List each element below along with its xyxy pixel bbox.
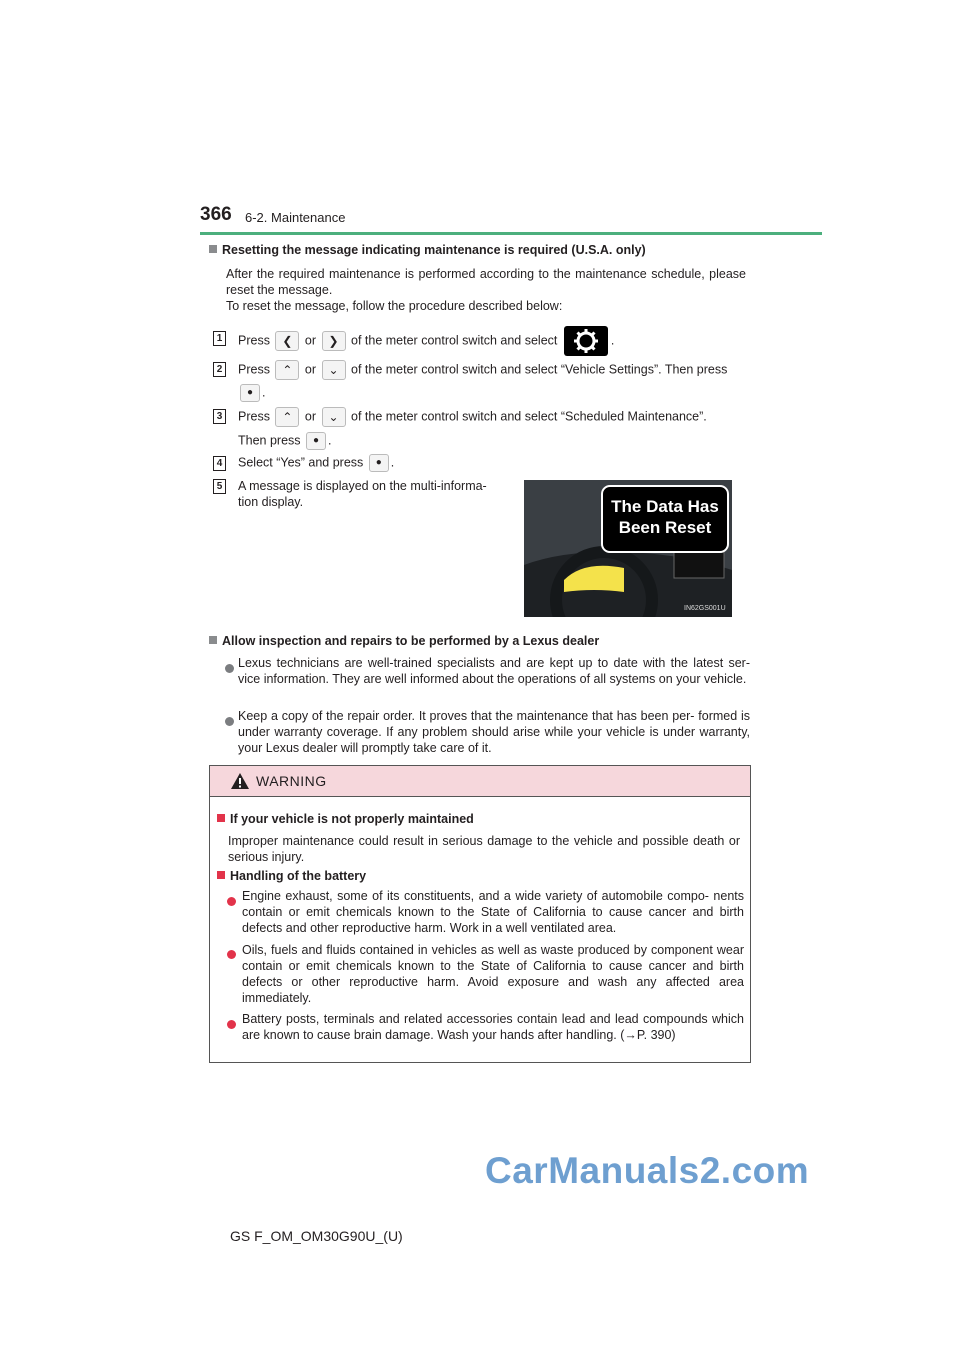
round-bullet-icon bbox=[227, 1020, 236, 1029]
reset-heading bbox=[209, 243, 646, 257]
step-number-5: 5 bbox=[213, 479, 226, 494]
reset-intro-2: To reset the message, follow the procedure described below: bbox=[226, 299, 563, 313]
step-2-end: . bbox=[262, 385, 266, 400]
warning-triangle-icon bbox=[230, 772, 250, 790]
square-bullet-icon bbox=[209, 636, 217, 644]
step-2 bbox=[238, 360, 750, 380]
round-bullet-icon bbox=[227, 950, 236, 959]
warning-bullet-1: Engine exhaust, some of its constituents, and a wide variety of automobile compo- nents contain or emit chemicals known to the State of California to cause cancer and birth defects and other reproductive harm. Work in a well ventilated area. bbox=[242, 889, 744, 935]
step-5-text: A message is displayed on the multi-informa- tion display. bbox=[238, 479, 487, 509]
illus-code: IN62GS001U bbox=[684, 605, 726, 612]
inspection-bullet-2: Keep a copy of the repair order. It proves that the maintenance that has been per- formed is under warranty coverage. If any problem should arise while your vehicle is under warranty, your Lexus dealer will promptly take care of it. bbox=[238, 709, 750, 755]
gear-icon bbox=[564, 326, 608, 356]
square-bullet-icon bbox=[209, 245, 217, 253]
warning-label: WARNING bbox=[256, 773, 327, 789]
inspection-heading bbox=[209, 634, 599, 648]
watermark: CarManuals2.com bbox=[485, 1150, 810, 1191]
enter-button-icon: ● bbox=[369, 454, 389, 472]
enter-button-icon: ● bbox=[240, 384, 260, 402]
step-1-or: or bbox=[304, 333, 317, 348]
warning-s1-heading bbox=[217, 812, 474, 826]
square-bullet-icon bbox=[217, 871, 225, 879]
step-3-end: . bbox=[328, 433, 332, 448]
step-4-end: . bbox=[390, 455, 395, 470]
round-bullet-icon bbox=[225, 717, 234, 726]
inspection-heading-text: Allow inspection and repairs to be performed by a Lexus dealer bbox=[222, 634, 600, 648]
warning-bullet-2: Oils, fuels and fluids contained in vehicles as well as waste produced by component wear contain or emit chemicals known to the State of California to cause cancer and birth defects or other reproductive harm. Avoid exposure and wash any affected area immediately. bbox=[242, 943, 744, 1005]
illus-message-line2: Been Reset bbox=[618, 518, 712, 537]
chevron-left-icon: ❮ bbox=[275, 331, 299, 351]
step-number-4: 4 bbox=[213, 456, 226, 471]
illus-message-line1: The Data Has bbox=[611, 497, 719, 516]
step-3-then: Then press bbox=[238, 433, 301, 448]
reset-intro-1: After the required maintenance is performed according to the maintenance schedule, please reset the message. bbox=[226, 267, 746, 297]
warning-header bbox=[210, 766, 750, 797]
step-2-line2 bbox=[238, 384, 265, 402]
enter-button-icon: ● bbox=[306, 432, 326, 450]
step-3-text: of the meter control switch and select “Scheduled Maintenance”. bbox=[351, 409, 707, 424]
section-title: 6-2. Maintenance bbox=[245, 210, 346, 225]
step-3-press: Press bbox=[238, 409, 270, 424]
inspection-bullet-1: Lexus technicians are well-trained specialists and are kept up to date with the latest ser- vice information. They are well informed about the operations of all systems on your vehicle. bbox=[238, 656, 750, 686]
step-3-or: or bbox=[304, 409, 317, 424]
step-4-text: Select “Yes” and press bbox=[238, 455, 364, 470]
footer-code: GS F_OM_OM30G90U_(U) bbox=[230, 1228, 403, 1244]
warning-box bbox=[209, 765, 751, 1063]
chevron-right-icon: ❯ bbox=[322, 331, 346, 351]
header-rule bbox=[200, 232, 822, 235]
warning-s2-title: Handling of the battery bbox=[230, 869, 367, 883]
round-bullet-icon bbox=[225, 664, 234, 673]
square-bullet-icon bbox=[217, 814, 225, 822]
step-2-or: or bbox=[304, 362, 317, 377]
chevron-down-icon: ⌄ bbox=[322, 360, 346, 380]
step-3-line2 bbox=[238, 432, 332, 450]
step-4 bbox=[238, 454, 394, 472]
chevron-up-icon: ⌃ bbox=[275, 360, 299, 380]
step-1 bbox=[238, 326, 748, 356]
step-1-press: Press bbox=[238, 333, 270, 348]
chevron-up-icon: ⌃ bbox=[275, 407, 299, 427]
step-1-text: of the meter control switch and select bbox=[351, 333, 558, 348]
warning-bullet-3: Battery posts, terminals and related accessories contain lead and lead compounds which are known to cause brain damage. Wash your hands after handling. (→P. 390) bbox=[242, 1012, 744, 1042]
warning-s1-title: If your vehicle is not properly maintained bbox=[230, 812, 474, 826]
step-1-end: . bbox=[610, 333, 615, 348]
step-number-2: 2 bbox=[213, 362, 226, 377]
reset-heading-text: Resetting the message indicating maintenance is required (U.S.A. only) bbox=[222, 243, 646, 257]
step-number-1: 1 bbox=[213, 331, 226, 346]
step-number-3: 3 bbox=[213, 409, 226, 424]
round-bullet-icon bbox=[227, 897, 236, 906]
chevron-down-icon: ⌄ bbox=[322, 407, 346, 427]
warning-s1-text: Improper maintenance could result in serious damage to the vehicle and possible death or serious injury. bbox=[228, 834, 740, 864]
step-3 bbox=[238, 407, 750, 427]
page-number: 366 bbox=[200, 204, 232, 225]
step-2-press: Press bbox=[238, 362, 270, 377]
step-2-text: of the meter control switch and select “Vehicle Settings”. Then press bbox=[351, 362, 728, 377]
warning-s2-heading bbox=[217, 869, 366, 883]
dashboard-illustration bbox=[524, 480, 732, 617]
